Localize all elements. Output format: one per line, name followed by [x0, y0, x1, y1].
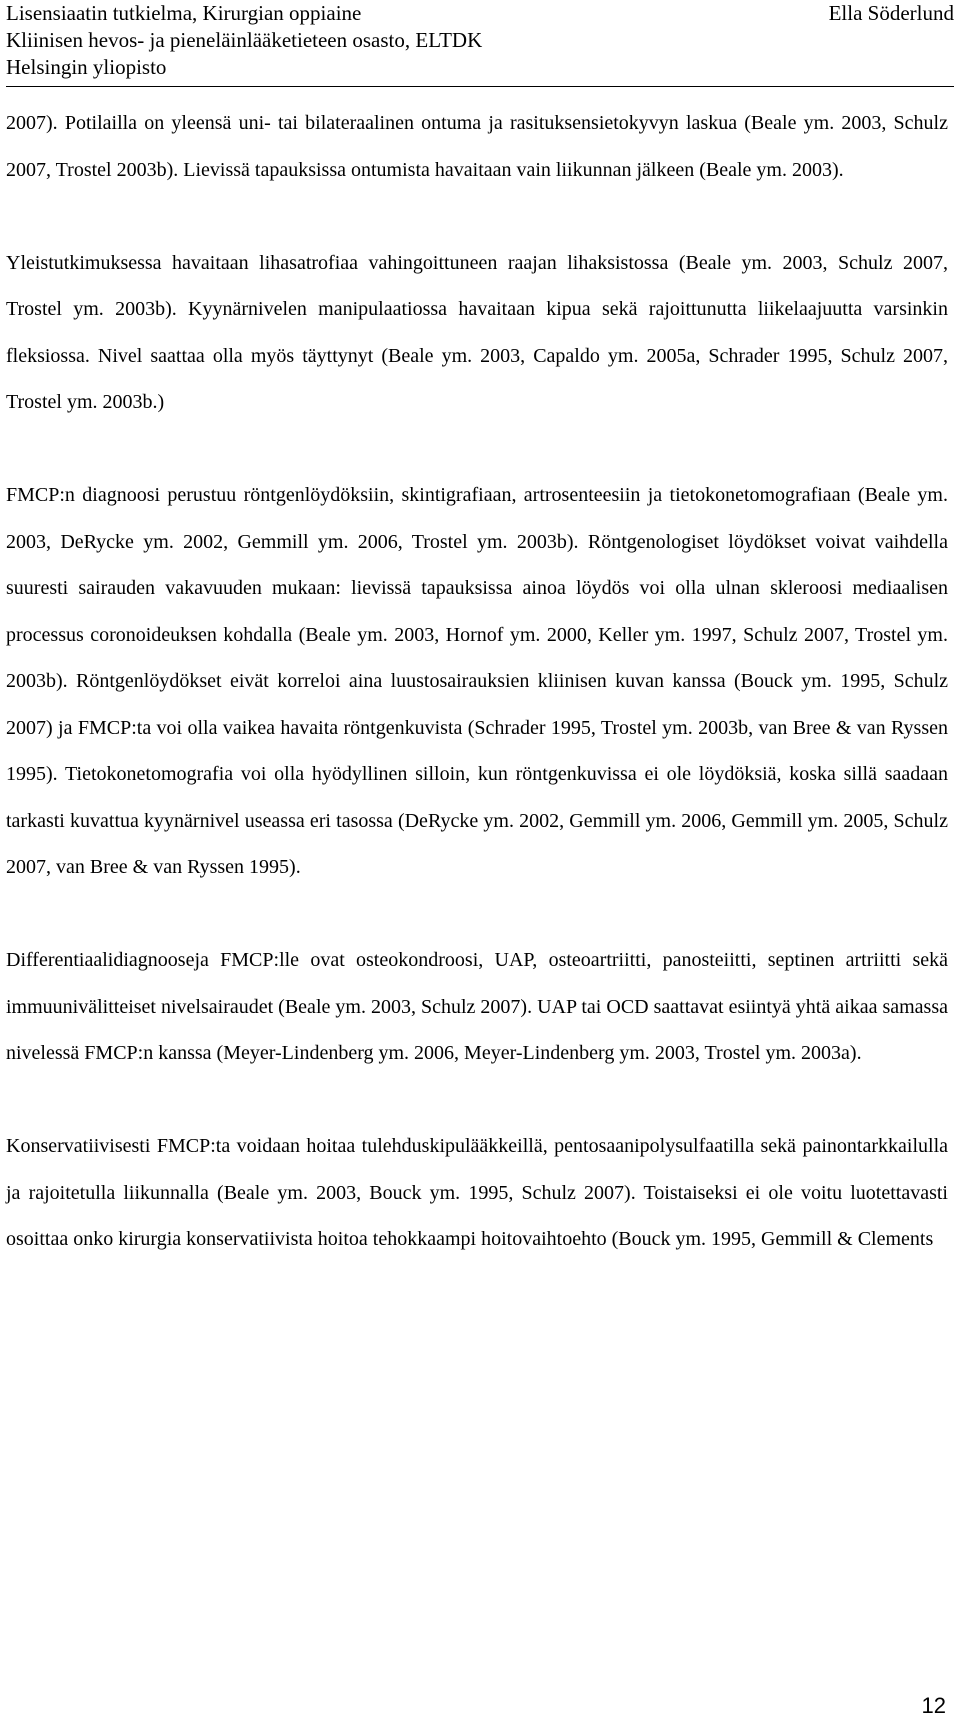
paragraph-diagnosis: FMCP:n diagnoosi perustuu röntgenlöydöksiin, skintigrafiaan, artrosenteesiin ja tietokonetomografiaan (Beale ym. 2003, DeRycke ym. 2002, Gemmill ym. 2006, Trostel ym. 2003b). Röntgenologiset löydökset voivat vaihdella suuresti sairauden vakavuuden mukaan: lievissä tapauksissa ainoa löydös voi olla ulnan skleroosi mediaalisen processus coronoideuksen kohdalla (Beale ym. 2003, Hornof ym. 2000, Keller ym. 1997, Schulz 2007, Trostel ym. 2003b). Röntgenlöydökset eivät korreloi aina luustosairauksien kliinisen kuvan kanssa (Bouck ym. 1995, Schulz 2007) ja FMCP:ta voi olla vaikea havaita röntgenkuvista (Schrader 1995, Trostel ym. 2003b, van Bree & van Ryssen 1995). Tietokonetomografia voi olla hyödyllinen silloin, kun röntgenkuvissa ei ole löydöksiä, koska sillä saadaan tarkasti kuvattua kyynärnivel useassa eri tasossa (DeRycke ym. 2002, Gemmill ym. 2006, Gemmill ym. 2005, Schulz 2007, van Bree & van Ryssen 1995).: [6, 484, 948, 878]
page-number: 12: [921, 1693, 946, 1718]
paragraph-differential-diagnosis: Differentiaalidiagnooseja FMCP:lle ovat osteokondroosi, UAP, osteoartriitti, panosteiitti, septinen artriitti sekä immuunivälitteiset nivelsairaudet (Beale ym. 2003, Schulz 2007). UAP tai OCD saattavat esiintyä yhtä aikaa samassa nivelessä FMCP:n kanssa (Meyer-Lindenberg ym. 2006, Meyer-Lindenberg ym. 2003, Trostel ym. 2003a).: [6, 949, 948, 1064]
header-institution-block: [6, 0, 482, 81]
header-author: Ella Söderlund: [828, 1, 954, 25]
document-body: [6, 100, 948, 1309]
header-divider: [6, 86, 954, 87]
header-thesis-line: Lisensiaatin tutkielma, Kirurgian oppiaine: [6, 1, 362, 25]
paragraph-general-exam: Yleistutkimuksessa havaitaan lihasatrofiaa vahingoittuneen raajan lihaksistossa (Beale ym. 2003, Schulz 2007, Trostel ym. 2003b). Kyynärnivelen manipulaatiossa havaitaan kipua sekä rajoittunutta liikelaajuutta varsinkin fleksiossa. Nivel saattaa olla myös täyttynyt (Beale ym. 2003, Capaldo ym. 2005a, Schrader 1995, Schulz 2007, Trostel ym. 2003b.): [6, 251, 948, 413]
paragraph-symptoms: 2007). Potilailla on yleensä uni- tai bilateraalinen ontuma ja rasituksensietokyvyn laskua (Beale ym. 2003, Schulz 2007, Trostel 2003b). Lievissä tapauksissa ontumista havaitaan vain liikunnan jälkeen (Beale ym. 2003).: [6, 112, 948, 181]
header-department-line: Kliinisen hevos- ja pieneläinlääketieteen osasto, ELTDK: [6, 28, 483, 52]
header-university-line: Helsingin yliopisto: [6, 55, 167, 79]
paragraph-conservative-treatment: Konservatiivisesti FMCP:ta voidaan hoitaa tulehduskipulääkkeillä, pentosaanipolysulfaatilla sekä painontarkkailulla ja rajoitetulla liikunnalla (Beale ym. 2003, Bouck ym. 1995, Schulz 2007). Toistaiseksi ei ole voitu luotettavasti osoittaa onko kirurgia konservatiivista hoitoa tehokkaampi hoitovaihtoehto (Bouck ym. 1995, Gemmill & Clements: [6, 1135, 948, 1250]
